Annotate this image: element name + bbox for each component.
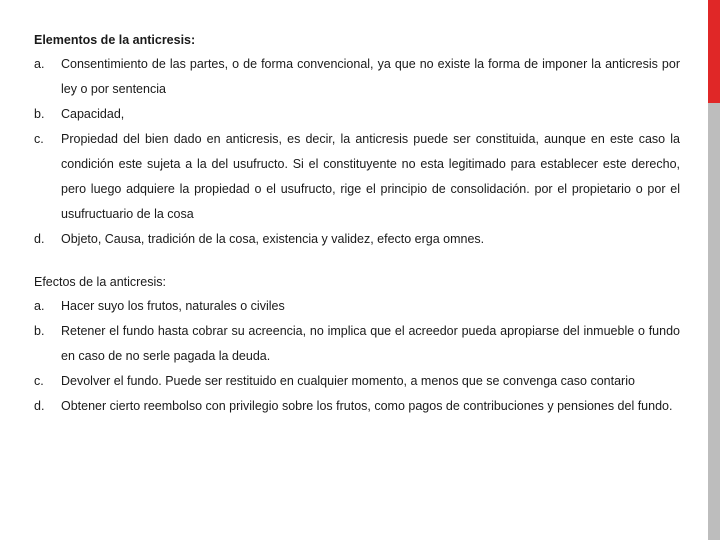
list-marker: b.	[34, 324, 45, 338]
elements-list	[34, 52, 680, 252]
list-item-text: Capacidad,	[61, 107, 125, 121]
list-item-text: Propiedad del bien dado en anticresis, es decir, la anticresis puede ser constituida, aunque en este caso la condición este sujeta a la del usufructo. Si el constituyente no esta legitimado para establecer este derecho, pero luego adquiere la propiedad o el usufructo, rige el principio de consolidación. por el propietario o por el usufructuario de la cosa	[61, 132, 680, 221]
list-item-text: Consentimiento de las partes, o de forma convencional, ya que no existe la forma de imponer la anticresis por ley o por sentencia	[61, 57, 680, 96]
list-item-text: Hacer suyo los frutos, naturales o civiles	[61, 299, 285, 313]
list-item	[34, 319, 680, 369]
list-item	[34, 394, 680, 419]
effects-heading: Efectos de la anticresis:	[34, 275, 167, 289]
list-item-text: Retener el fundo hasta cobrar su acreencia, no implica que el acreedor pueda apropiarse del inmueble o fundo en caso de no serle pagada la deuda.	[61, 324, 680, 363]
side-bar	[708, 103, 720, 540]
list-item	[34, 52, 680, 102]
list-marker: a.	[34, 299, 45, 313]
list-marker: c.	[34, 132, 44, 146]
list-item-text: Devolver el fundo. Puede ser restituido en cualquier momento, a menos que se convenga caso contario	[61, 374, 635, 388]
accent-bar	[708, 0, 720, 103]
list-item	[34, 102, 680, 127]
list-item-text: Obtener cierto reembolso con privilegio sobre los frutos, como pagos de contribuciones y pensiones del fundo.	[61, 399, 673, 413]
list-item	[34, 294, 680, 319]
list-item-text: Objeto, Causa, tradición de la cosa, existencia y validez, efecto erga omnes.	[61, 232, 485, 246]
list-item	[34, 227, 680, 252]
list-marker: c.	[34, 374, 44, 388]
elements-heading: Elementos de la anticresis:	[34, 33, 196, 47]
section-spacer	[34, 252, 680, 272]
list-item	[34, 127, 680, 227]
list-marker: d.	[34, 399, 45, 413]
list-item	[34, 369, 680, 394]
list-marker: a.	[34, 57, 45, 71]
list-marker: d.	[34, 232, 45, 246]
document-body	[34, 30, 680, 419]
effects-list	[34, 294, 680, 419]
list-marker: b.	[34, 107, 45, 121]
